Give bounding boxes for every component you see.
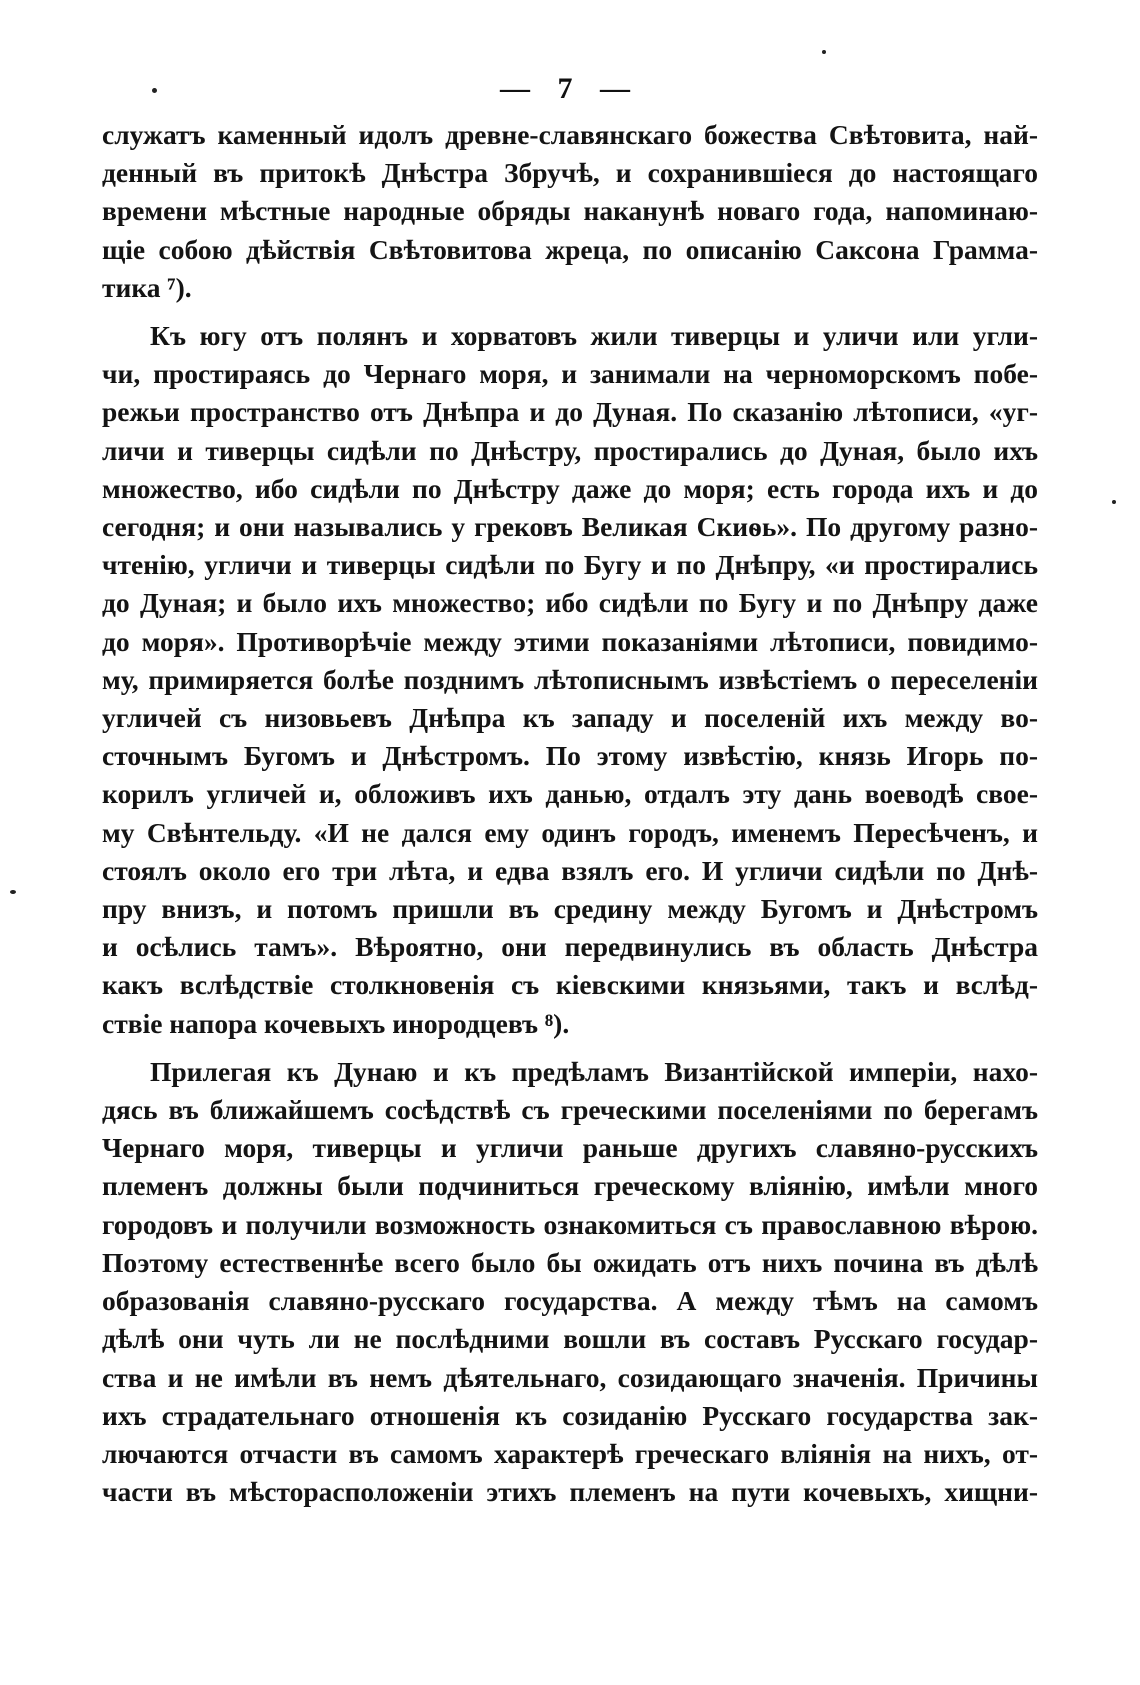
- text-line: городовъ и получили возможность ознакомиться съ православною вѣрою.: [102, 1208, 1038, 1240]
- text-line: части въ мѣсторасположеніи этихъ племенъ на пути кочевыхъ, хищни-: [102, 1476, 1038, 1508]
- text-line: корилъ угличей и, обложивъ ихъ данью, отдалъ эту дань воеводѣ свое-: [102, 778, 1038, 810]
- text-line: угличей съ низовьевъ Днѣпра къ западу и поселеній ихъ между во-: [102, 702, 1038, 734]
- text-line: сегодня; и они назывались у грековъ Великая Скиѳь». По другому разно-: [102, 511, 1038, 543]
- text-line: режьи пространство отъ Днѣпра и до Дуная. По сказанію лѣтописи, «уг-: [102, 396, 1038, 428]
- text-line: сточнымъ Бугомъ и Днѣстромъ. По этому извѣстію, князь Игорь по-: [102, 740, 1038, 772]
- text-line: ствіе напора кочевыхъ инородцевъ ⁸).: [102, 1007, 570, 1039]
- text-line: ихъ страдательнаго отношенія къ созиданію Русскаго государства зак-: [102, 1399, 1038, 1431]
- text-line: Прилегая къ Дунаю и къ предѣламъ Византійской имперіи, нахо-: [150, 1055, 1038, 1087]
- text-line: служатъ каменный идолъ древне-славянскаго божества Свѣтовита, най-: [102, 119, 1038, 150]
- text-line: образованія славяно-русскаго государства. А между тѣмъ на самомъ: [102, 1285, 1038, 1317]
- text-line: времени мѣстные народные обряды наканунѣ новаго года, напоминаю-: [102, 195, 1038, 227]
- text-line: Поэтому естественнѣе всего было бы ожидать отъ нихъ почина въ дѣлѣ: [102, 1246, 1038, 1278]
- text-line: и осѣлись тамъ». Вѣроятно, они передвинулись въ область Днѣстра: [102, 931, 1038, 963]
- text-line: до моря». Противорѣчіе между этими показаніями лѣтописи, повидимо-: [102, 625, 1038, 657]
- scan-speck: [822, 50, 826, 54]
- text-line: стоялъ около его три лѣта, и едва взялъ его. И угличи сидѣли по Днѣ-: [102, 854, 1038, 886]
- text-line: чи, простираясь до Чернаго моря, и занимали на черноморскомъ побе-: [102, 358, 1038, 390]
- paragraph-2: [102, 317, 1038, 1043]
- text-line: му Свѣнтельду. «И не дался ему одинъ городъ, именемъ Пересѣченъ, и: [102, 816, 1038, 848]
- scan-speck: [1112, 500, 1116, 504]
- body-text: [102, 116, 1038, 1511]
- text-line: племенъ должны были подчиниться греческому вліянію, имѣли много: [102, 1170, 1038, 1202]
- paragraph-3: [102, 1053, 1038, 1511]
- text-line: множество, ибо сидѣли по Днѣстру даже до моря; есть города ихъ и до: [102, 472, 1038, 504]
- scan-speck: [10, 890, 16, 894]
- text-line: дясь въ ближайшемъ сосѣдствѣ съ греческими поселеніями по берегамъ: [102, 1094, 1038, 1126]
- text-line: му, примиряется болѣе позднимъ лѣтописнымъ извѣстіемъ о переселеніи: [102, 663, 1038, 695]
- text-line: чтенію, угличи и тиверцы сидѣли по Бугу и по Днѣпру, «и простирались: [102, 549, 1038, 581]
- text-line: какъ вслѣдствіе столкновенія съ кіевскими князьями, такъ и вслѣд-: [102, 969, 1038, 1001]
- text-line: до Дуная; и было ихъ множество; ибо сидѣли по Бугу и по Днѣпру даже: [102, 587, 1038, 619]
- text-line: лючаются отчасти въ самомъ характерѣ греческаго вліянія на нихъ, от-: [102, 1437, 1038, 1469]
- paragraph-1: [102, 116, 1038, 307]
- text-line: дѣлѣ они чуть ли не послѣдними вошли въ составъ Русскаго государ-: [102, 1323, 1038, 1355]
- text-line: пру внизъ, и потомъ пришли въ средину между Бугомъ и Днѣстромъ: [102, 893, 1038, 925]
- text-line: щіе собою дѣйствія Свѣтовитова жреца, по описанію Саксона Грамма-: [102, 233, 1038, 265]
- text-line: Къ югу отъ полянъ и хорватовъ жили тиверцы и уличи или угли-: [150, 320, 1038, 352]
- page-number: — 7 —: [500, 72, 640, 105]
- text-line: тика ⁷).: [102, 271, 192, 303]
- text-line: ства и не имѣли въ немъ дѣятельнаго, созидающаго значенія. Причины: [102, 1361, 1038, 1393]
- text-line: личи и тиверцы сидѣли по Днѣстру, простирались до Дуная, было ихъ: [102, 434, 1038, 466]
- text-line: Чернаго моря, тиверцы и угличи раньше другихъ славяно-русскихъ: [102, 1132, 1038, 1164]
- text-line: денный въ притокѣ Днѣстра Збручѣ, и сохранившіеся до настоящаго: [102, 157, 1038, 189]
